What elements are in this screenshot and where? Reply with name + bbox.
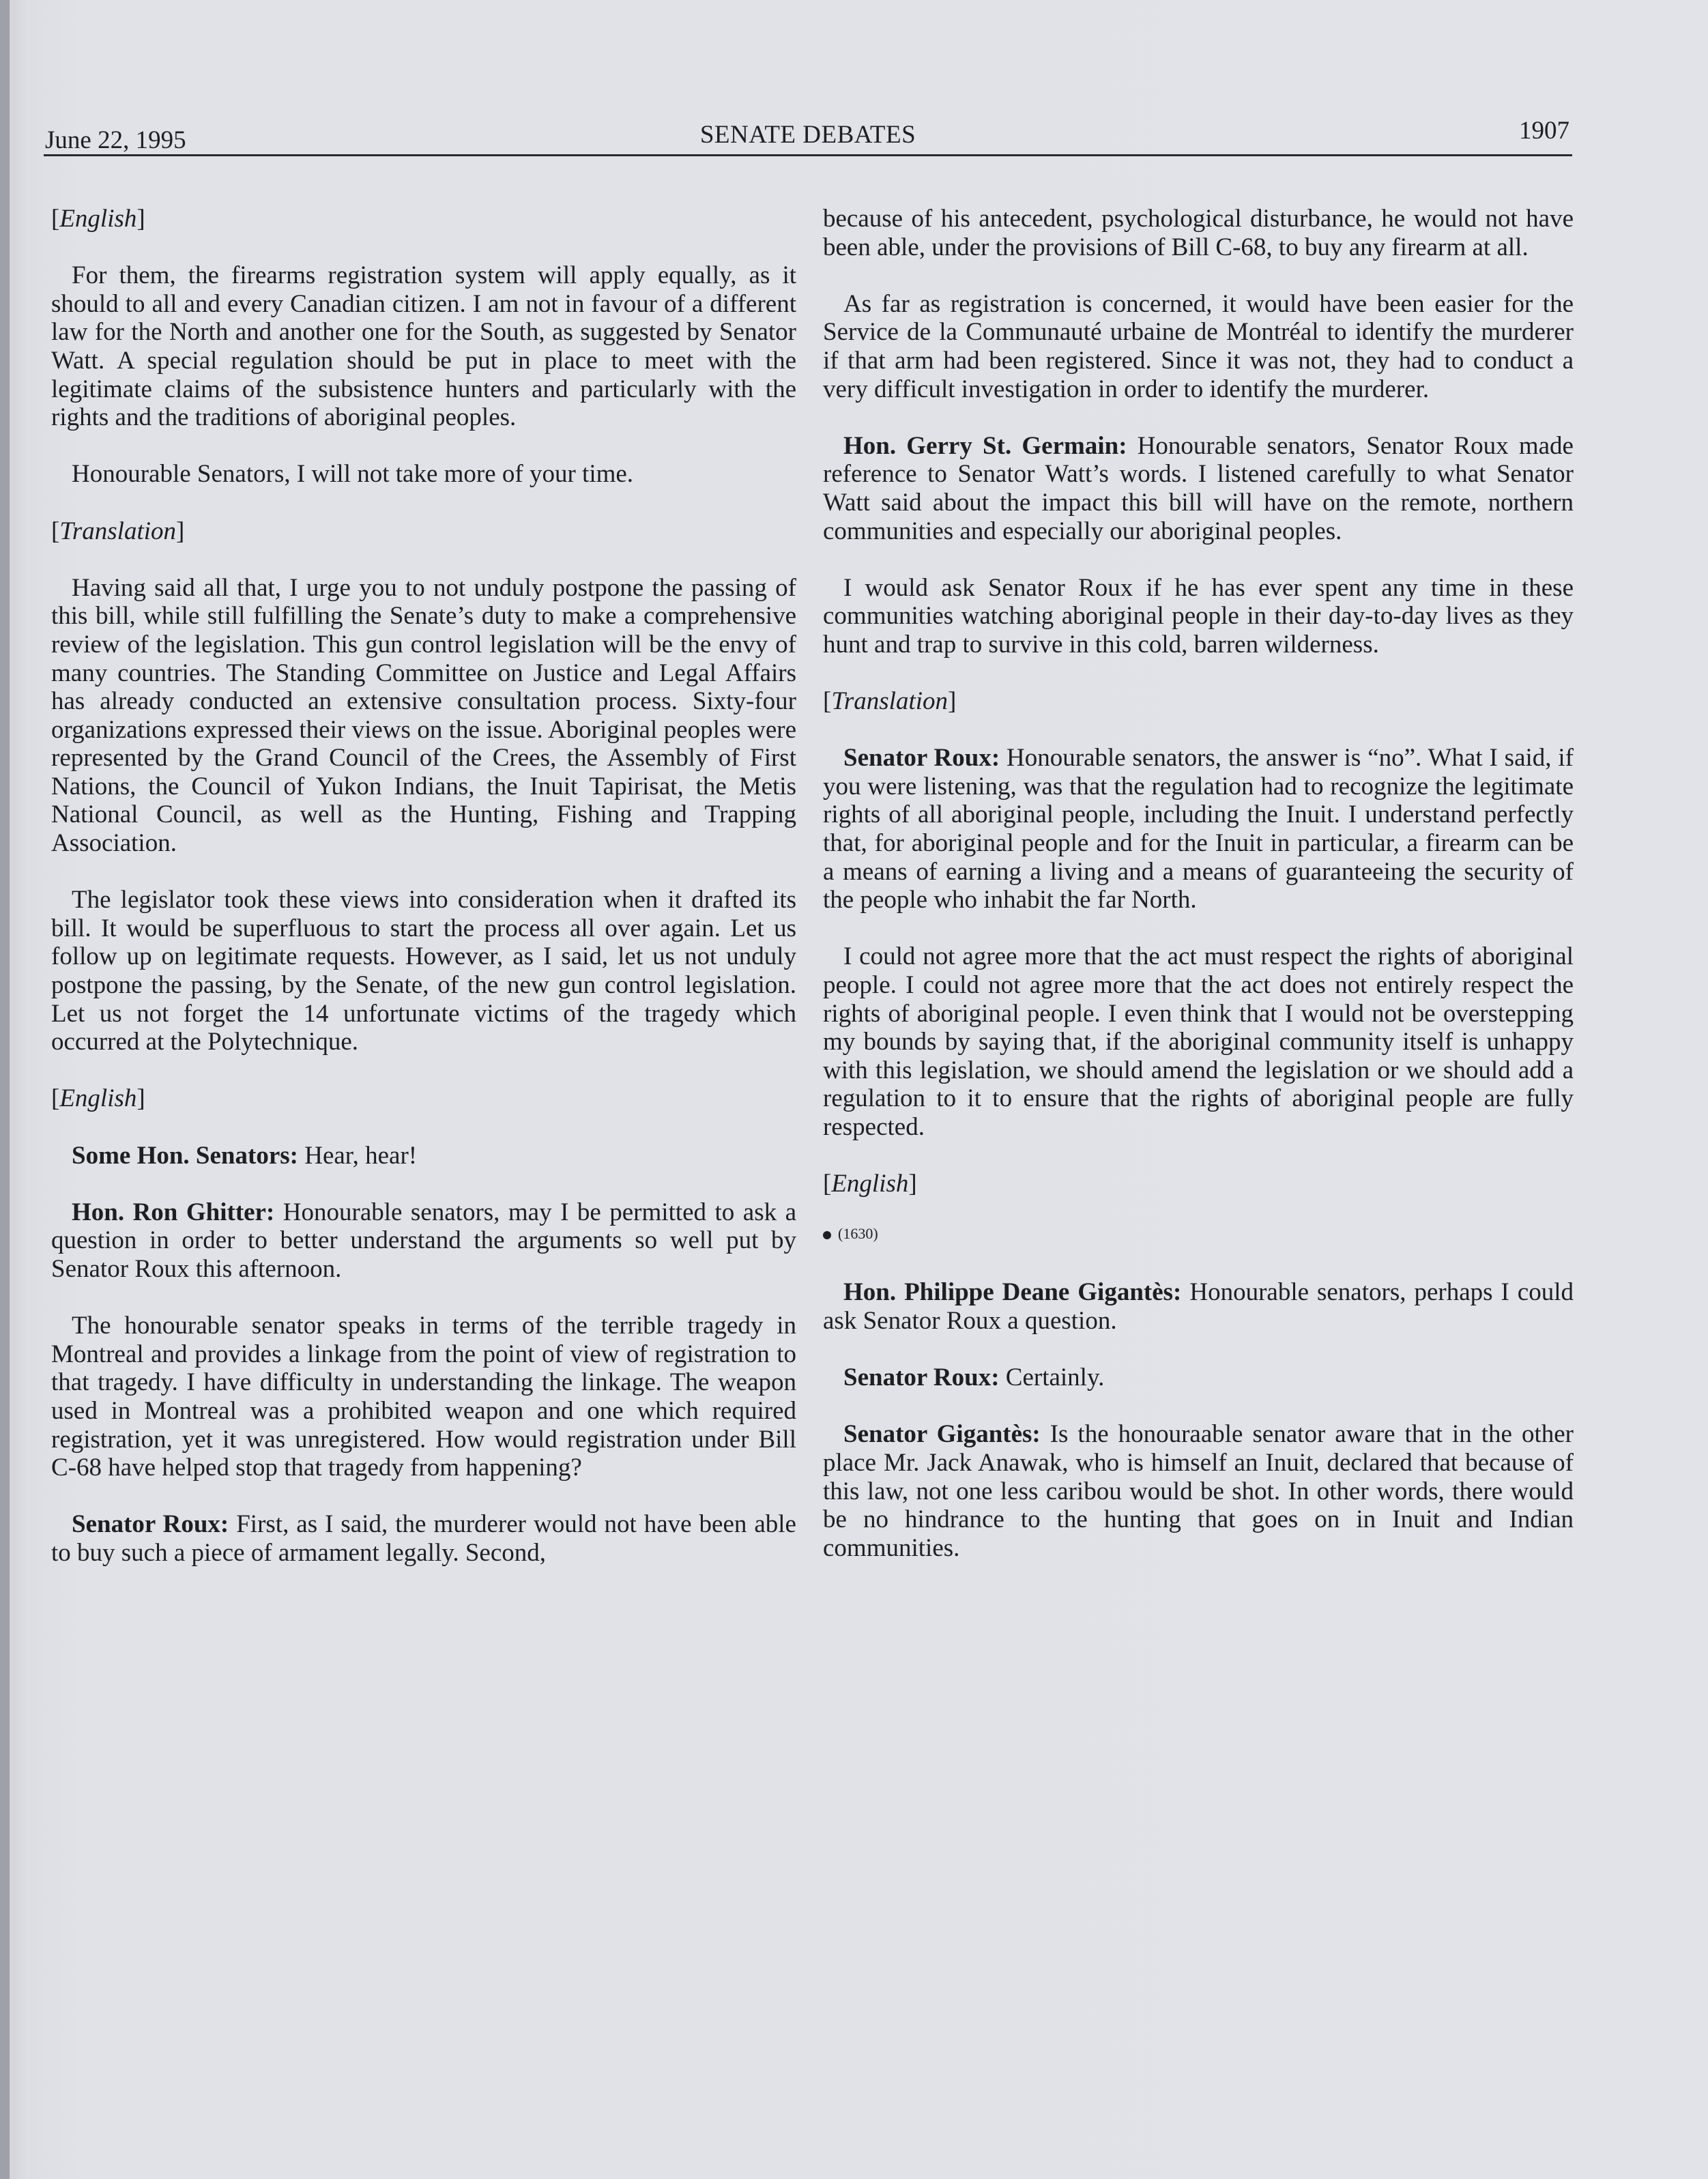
language-marker: [Translation]: [823, 687, 957, 716]
right-column: [823, 205, 1574, 1591]
speaker-name: Hon. Gerry St. Germain:: [843, 431, 1127, 460]
speech-paragraph: Senator Gigantès: Is the honouraable senator aware that in the other place Mr. Jack Anawak, who is himself an Inuit, declared that because of this law, not one less caribou would be shot. In other words, there would be no hindrance to the hunting that goes on in Inuit and Indian communities.: [823, 1420, 1574, 1562]
paragraph: Honourable Senators, I will not take more of your time.: [72, 460, 634, 489]
language-marker: [English]: [51, 205, 145, 233]
paragraph-continued: because of his antecedent, psychological disturbance, he would not have been able, under the provisions of Bill C-68, to buy any firearm at all.: [823, 205, 1574, 261]
speaker-name: Senator Roux:: [843, 1363, 1000, 1392]
time-stamp: (1630): [838, 1225, 878, 1243]
speech-paragraph: Some Hon. Senators: Hear, hear!: [72, 1141, 418, 1170]
page-binding-edge: [0, 0, 10, 2179]
bullet-icon: [823, 1231, 831, 1239]
speech-paragraph: Senator Roux: First, as I said, the murderer would not have been able to buy such a piece of armament legally. Second,: [51, 1510, 796, 1567]
speech-paragraph: Hon. Gerry St. Germain: Honourable senators, Senator Roux made reference to Senator Watt’s words. I listened carefully to what Senator Watt said about the impact this bill will have on the remote, northern communities and especially our aboriginal peoples.: [823, 431, 1574, 545]
left-column: [51, 205, 796, 1596]
header-title: SENATE DEBATES: [699, 121, 916, 149]
speaker-name: Senator Roux:: [843, 744, 1000, 773]
paragraph: I could not agree more that the act must respect the rights of aboriginal people. I could not agree more that the act does not entirely respect the rights of aboriginal people. I even think that I would not be overstepping my bounds by saying that, if the aboriginal community itself is unhappy with this legislation, we should amend the legislation or we should add a regulation to it to ensure that the rights of aboriginal people are fully respected.: [823, 942, 1574, 1141]
speaker-name: Senator Gigantès:: [843, 1420, 1041, 1449]
speech-paragraph: Hon. Philippe Deane Gigantès: Honourable senators, perhaps I could ask Senator Roux a question.: [823, 1278, 1574, 1335]
language-marker: [English]: [823, 1170, 917, 1198]
paragraph: The honourable senator speaks in terms of the terrible tragedy in Montreal and provides a linkage from the point of view of registration to that tragedy. I have difficulty in understanding the linkage. The weapon used in Montreal was a prohibited weapon and one which required registration, yet it was unregistered. How would registration under Bill C-68 have helped stop that tragedy from happening?: [51, 1312, 796, 1482]
paragraph: As far as registration is concerned, it would have been easier for the Service de la Communauté urbaine de Montréal to identify the murderer if that arm had been registered. Since it was not, they had to conduct a very difficult investigation in order to identify the murderer.: [823, 289, 1574, 403]
page-header: [44, 113, 1572, 156]
speech-paragraph: Senator Roux: Certainly.: [843, 1363, 1105, 1392]
paragraph: The legislator took these views into consideration when it drafted its bill. It would be superfluous to start the process all over again. Let us follow up on legitimate requests. However, as I said, let us not unduly postpone the passing, by the Senate, of the new gun control legislation. Let us not forget the 14 unfortunate victims of the tragedy which occurred at the Polytechnique.: [51, 886, 796, 1056]
speech-paragraph: Senator Roux: Honourable senators, the answer is “no”. What I said, if you were listening, was that the regulation had to recognize the legitimate rights of all aboriginal people, including the Inuit. I understand perfectly that, for aboriginal people and for the Inuit in particular, a firearm can be a means of earning a living and a means of guaranteeing the security of the people who inhabit the far North.: [823, 744, 1574, 914]
speaker-name: Hon. Ron Ghitter:: [72, 1198, 275, 1226]
paragraph: Having said all that, I urge you to not unduly postpone the passing of this bill, while still fulfilling the Senate’s duty to make a comprehensive review of the legislation. This gun control legislation will be the envy of many countries. The Standing Committee on Justice and Legal Affairs has already conducted an extensive consultation process. Sixty-four organizations expressed their views on the issue. Aboriginal peoples were represented by the Grand Council of the Crees, the Assembly of First Nations, the Council of Yukon Indians, the Inuit Tapirisat, the Metis National Council, as well as the Hunting, Fishing and Trapping Association.: [51, 573, 796, 858]
paragraph: I would ask Senator Roux if he has ever spent any time in these communities watching aboriginal people in their day-to-day lives as they hunt and trap to survive in this cold, barren wilderness.: [823, 573, 1574, 659]
language-marker: [English]: [51, 1084, 145, 1113]
speaker-name: Senator Roux:: [72, 1510, 229, 1539]
speech-paragraph: Hon. Ron Ghitter: Honourable senators, may I be permitted to ask a question in order to better understand the arguments so well put by Senator Roux this afternoon.: [51, 1198, 796, 1283]
time-marker: [823, 1224, 1574, 1244]
speaker-name: Hon. Philippe Deane Gigantès:: [843, 1278, 1182, 1307]
header-page-number: 1907: [1519, 117, 1569, 145]
language-marker: [Translation]: [51, 517, 185, 545]
paragraph: For them, the firearms registration system will apply equally, as it should to all and every Canadian citizen. I am not in favour of a different law for the North and another one for the South, as suggested by Senator Watt. A special regulation should be put in place to meet with the legitimate claims of the subsistence hunters and particularly with the rights and the traditions of aboriginal peoples.: [51, 261, 796, 432]
speaker-name: Some Hon. Senators:: [72, 1141, 298, 1170]
header-date: June 22, 1995: [45, 126, 186, 154]
